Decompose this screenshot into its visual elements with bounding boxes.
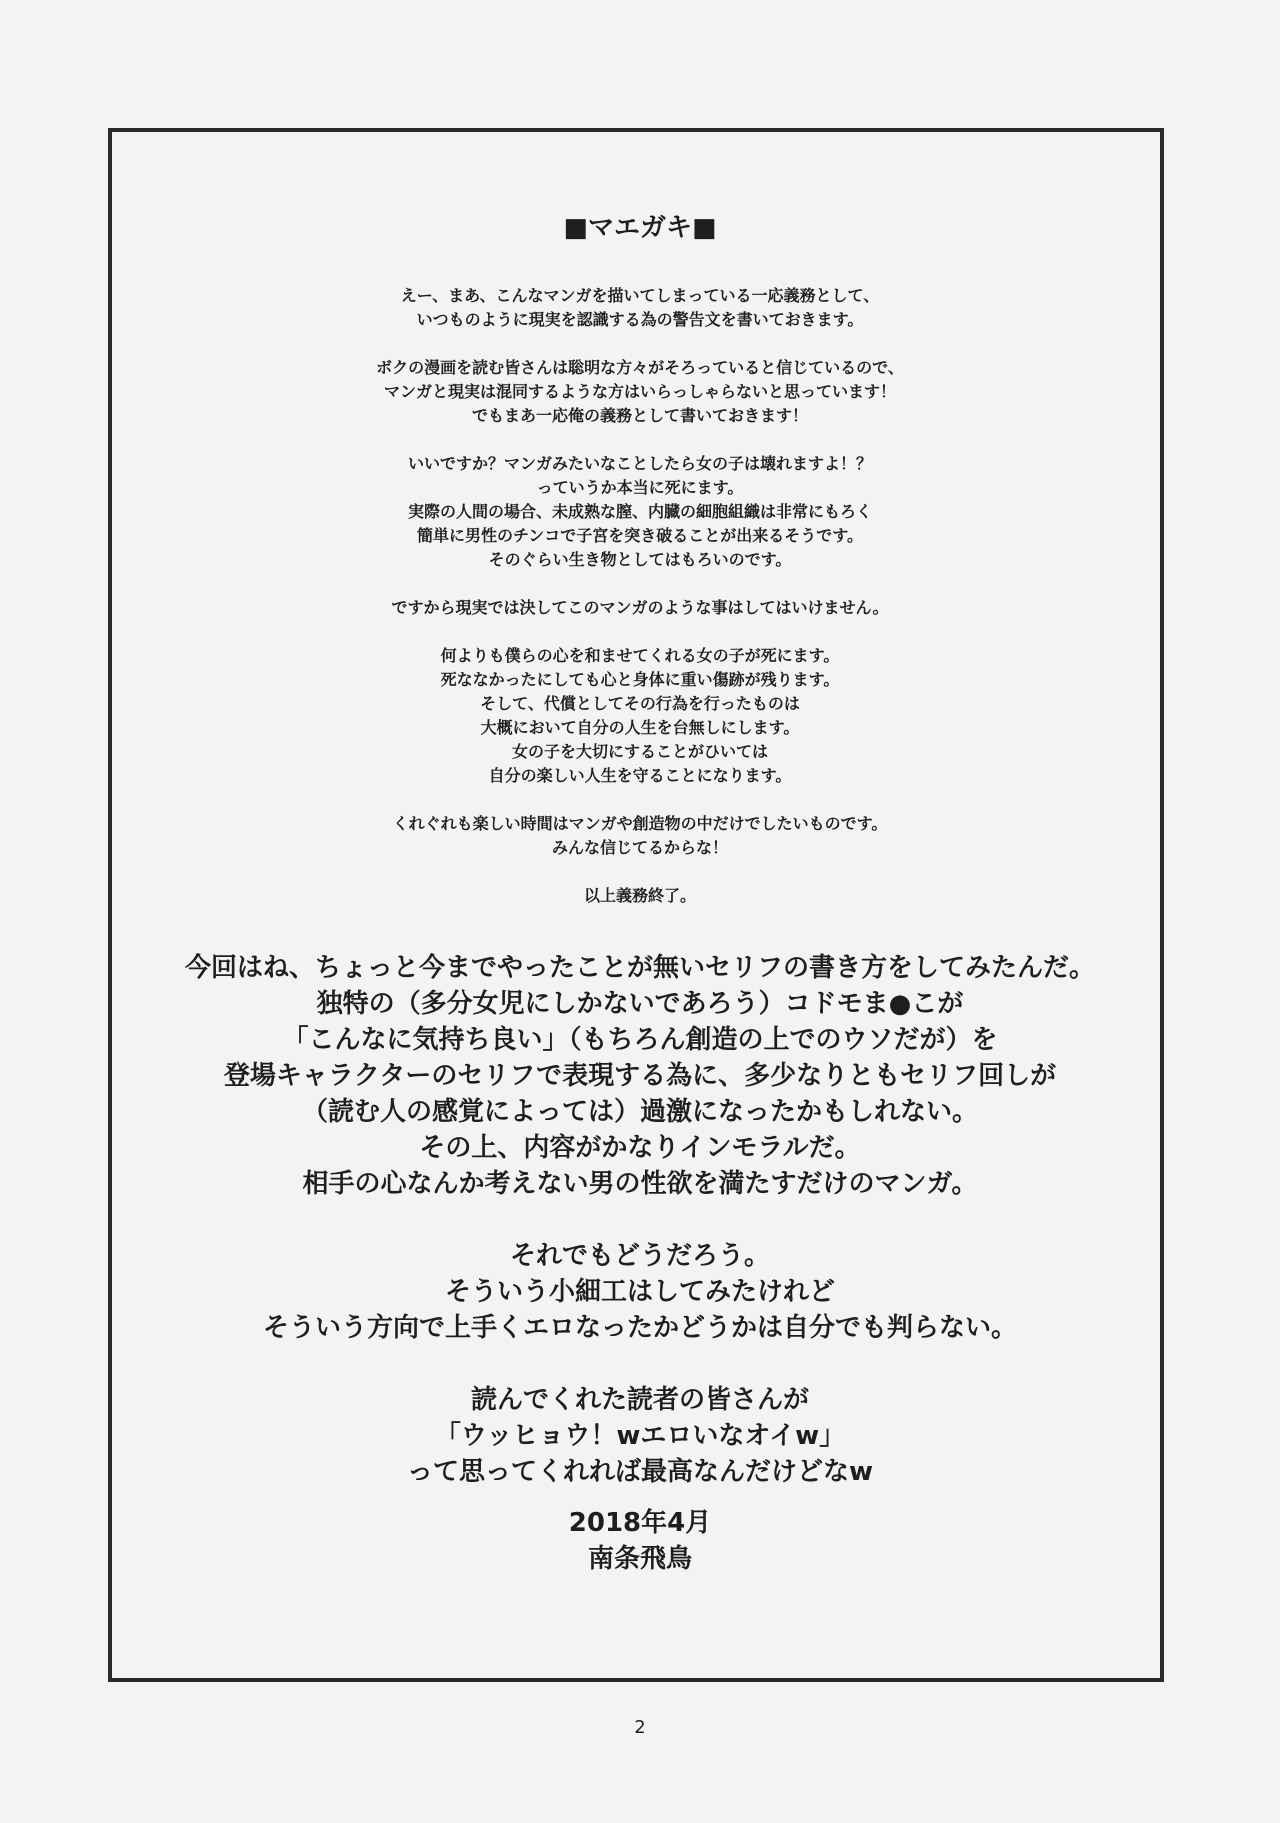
page-heading: ■マエガキ■ [563,213,717,243]
text-line: 実際の人間の場合、未成熟な膣、内臓の細胞組織は非常にもろく [407,502,872,521]
page-number: 2 [634,1717,646,1738]
text-line: えー、まあ、こんなマンガを描いてしまっている一応義務として、 [400,286,880,305]
text-line: 女の子を大切にすることがひいては [511,742,768,761]
text-line: 「ウッヒョウ！wエロいなオイw」 [434,1421,846,1451]
text-line: でもまあ一応俺の義務として書いておきます！ [471,406,808,425]
text-line: 「こんなに気持ち良い」（もちろん創造の上でのウソだが）を [282,1025,998,1055]
text-line: 簡単に男性のチンコで子宮を突き破ることが出来るそうです。 [417,526,863,545]
warning-paragraph [0,644,1280,788]
text-line: 独特の（多分女児にしかないであろう）コドモま●こが [316,989,964,1019]
text-line: 自分の楽しい人生を守ることになります。 [488,766,792,785]
date-text: 2018年4月 [568,1508,712,1538]
signature-block [0,1505,1280,1577]
text-line: マンガと現実は混同するような方はいらっしゃらないと思っています！ [383,382,896,401]
warning-paragraph [0,812,1280,860]
text-line: みんな信じてるからな！ [551,838,728,857]
warning-paragraph [0,452,1280,572]
author-name: 南条飛鳥 [587,1544,692,1574]
text-line: そのぐらい生き物としてはもろいのです。 [488,550,792,569]
warning-text-block [0,284,1280,908]
text-line: っていうか本当に死にます。 [536,478,744,497]
text-line: いつものように現実を認識する為の警告文を書いておきます。 [416,310,864,329]
author-note-block [0,950,1280,1526]
warning-paragraph [0,884,1280,908]
text-line: いいですか？マンガみたいなことしたら女の子は壊れますよ！？ [407,454,872,473]
text-line: ですから現実では決してこのマンガのような事はしてはいけません。 [391,598,889,617]
warning-paragraph [0,596,1280,620]
text-line: 読んでくれた読者の皆さんが [470,1385,809,1415]
text-line: 大概において自分の人生を台無しにします。 [480,718,800,737]
text-line: 登場キャラクターのセリフで表現する為に、多少なりともセリフ回しが [223,1061,1057,1091]
author-note-paragraph [0,1238,1280,1346]
author-note-paragraph [0,950,1280,1202]
text-line: それでもどうだろう。 [509,1241,770,1271]
text-line: その上、内容がかなりインモラルだ。 [419,1133,861,1163]
text-line: 相手の心なんか考えない男の性欲を満たすだけのマンガ。 [302,1169,978,1199]
warning-paragraph [0,284,1280,332]
text-line: って思ってくれれば最高なんだけどなw [406,1457,874,1487]
author-note-paragraph [0,1382,1280,1490]
warning-paragraph [0,356,1280,428]
text-line: くれぐれも楽しい時間はマンガや創造物の中だけでしたいものです。 [392,814,888,833]
text-line: そういう方向で上手くエロなったかどうかは自分でも判らない。 [262,1313,1017,1343]
text-line: （読む人の感覚によっては）過激になったかもしれない。 [301,1097,978,1127]
text-line: そういう小細工はしてみたけれど [444,1277,835,1307]
text-line: そして、代償としてその行為を行ったものは [480,694,800,713]
text-line: 以上義務終了。 [583,886,696,905]
text-line: 何よりも僕らの心を和ませてくれる女の子が死にます。 [440,646,840,665]
text-line: ボクの漫画を読む皆さんは聡明な方々がそろっていると信じているので、 [376,358,904,377]
text-line: 今回はね、ちょっと今までやったことが無いセリフの書き方をしてみたんだ。 [184,953,1095,983]
text-line: 死ななかったにしても心と身体に重い傷跡が残ります。 [440,670,840,689]
